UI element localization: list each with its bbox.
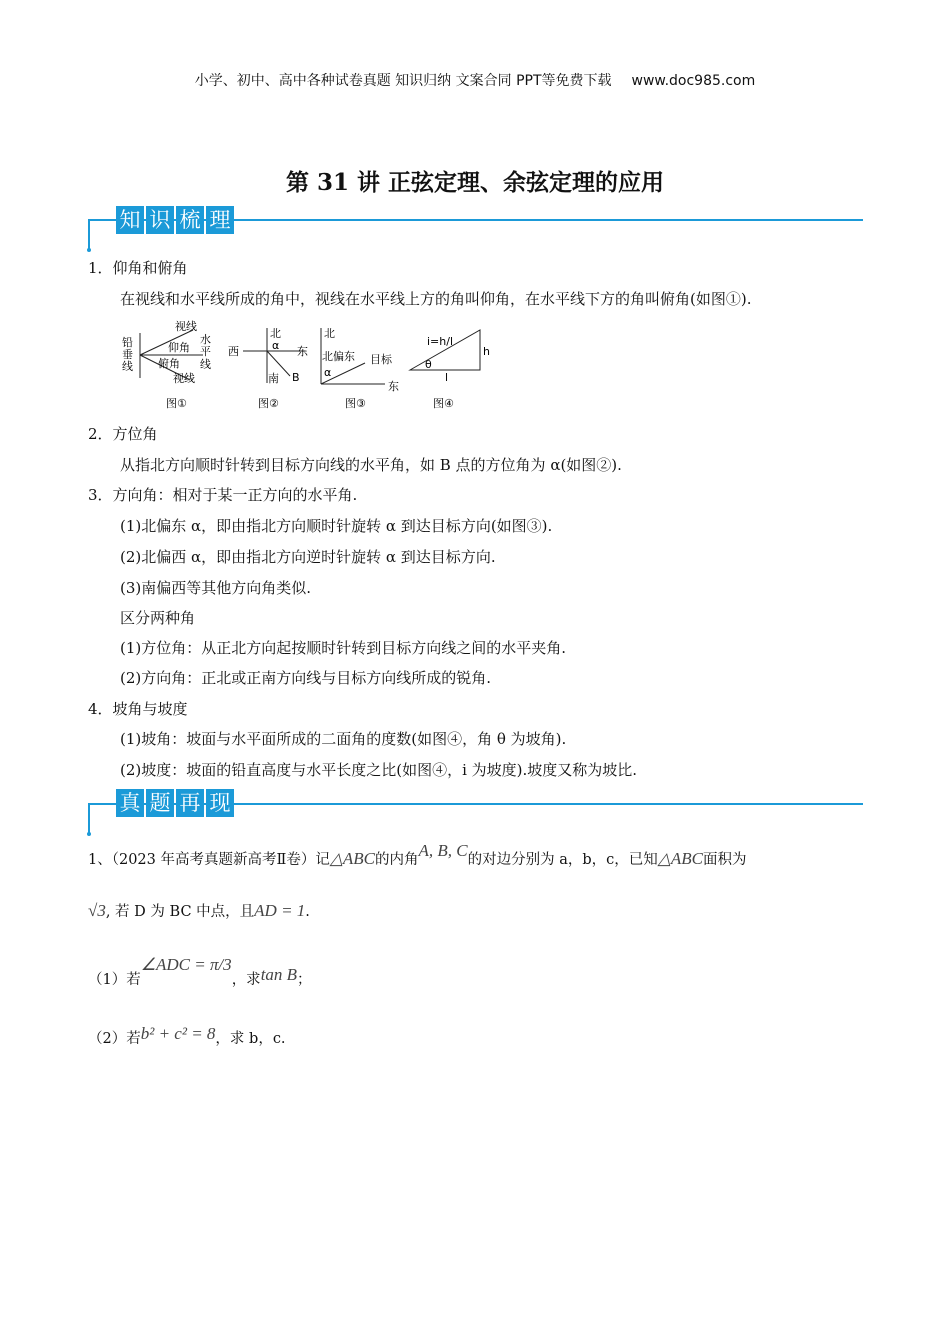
banner-char: 题 <box>146 789 174 817</box>
fig-label: 目标 <box>370 353 392 366</box>
figure-2 <box>225 318 315 417</box>
fig-label: 垂 <box>122 348 133 361</box>
fig-label: 东 <box>297 345 308 358</box>
math: △ABC <box>657 849 703 868</box>
fig-label: 线 <box>122 360 133 373</box>
figure-1 <box>118 318 218 417</box>
fig-label: i=h/l <box>427 335 454 348</box>
section-dot <box>87 248 91 252</box>
math: ∠ADC = π/3 <box>140 955 232 974</box>
page-title: 第 31 讲 正弦定理、余弦定理的应用 <box>285 169 665 196</box>
text: ，求 <box>231 972 261 988</box>
fig-label: 北 <box>324 327 335 340</box>
fig-label: 平 <box>200 345 211 358</box>
paragraph: (3)南偏西等其他方向角类似. <box>120 579 312 597</box>
paragraph: (1)北偏东 α，即由指北方向顺时针旋转 α 到达目标方向(如图③). <box>120 517 553 535</box>
paragraph: 从指北方向顺时针转到目标方向线的水平角，如 B 点的方位角为 α(如图②). <box>120 456 622 474</box>
text: 1、（2023 年高考真题新高考Ⅱ卷）记 <box>88 852 330 868</box>
fig-label: 视线 <box>175 320 197 333</box>
banner-char: 再 <box>176 789 204 817</box>
banner-char: 识 <box>146 206 174 234</box>
figure-4 <box>405 318 495 417</box>
section-banner-exam <box>116 789 234 817</box>
paragraph: (1)方位角：从正北方向起按顺时针转到目标方向线之间的水平夹角. <box>120 639 567 657</box>
text: . <box>305 904 310 920</box>
math: √3 <box>88 901 106 920</box>
fig-caption: 图④ <box>433 397 454 410</box>
paragraph: 在视线和水平线所成的角中，视线在水平线上方的角叫仰角，在水平线下方的角叫俯角(如图①). <box>120 290 752 308</box>
fig-caption: 图① <box>166 397 187 410</box>
problem-part-1 <box>88 955 312 989</box>
math: tan B <box>260 965 298 984</box>
text: （2）若 <box>88 1031 141 1047</box>
problem-line-2 <box>88 900 310 921</box>
header-site: www.doc985.com <box>631 73 756 89</box>
banner-char: 现 <box>206 789 234 817</box>
problem-line-1 <box>88 841 747 869</box>
text: （1）若 <box>88 972 141 988</box>
fig-caption: 图③ <box>345 397 366 410</box>
paragraph: (2)坡度：坡面的铅直高度与水平长度之比(如图④，i 为坡度).坡度又称为坡比. <box>120 761 638 779</box>
fig-caption: 图② <box>258 397 279 410</box>
paragraph: (2)北偏西 α，即由指北方向逆时针旋转 α 到达目标方向. <box>120 548 496 566</box>
fig-label: 北 <box>270 327 281 340</box>
fig-label: h <box>483 345 490 358</box>
problem-part-2 <box>88 1024 286 1048</box>
direction-angle-diagram <box>315 318 410 413</box>
paragraph: (1)坡角：坡面与水平面所成的二面角的度数(如图④，角 θ 为坡角). <box>120 730 567 748</box>
banner-char: 真 <box>116 789 144 817</box>
header-text: 小学、初中、高中各种试卷真题 知识归纳 文案合同 PPT等免费下载 <box>194 73 612 89</box>
fig-label: θ <box>425 358 432 371</box>
banner-char: 知 <box>116 206 144 234</box>
fig-label: 水 <box>200 333 211 346</box>
math: AD = 1 <box>254 901 306 920</box>
fig-label: 西 <box>228 345 239 358</box>
bearing-diagram <box>225 318 315 413</box>
fig-label: 视线 <box>173 372 195 385</box>
paragraph: (2)方向角：正北或正南方向线与目标方向线所成的锐角. <box>120 669 492 687</box>
section-banner-knowledge <box>116 206 234 234</box>
section-line-vertical <box>88 803 90 833</box>
figure-3 <box>315 318 410 417</box>
text: ； <box>297 972 312 988</box>
math: △ABC <box>329 849 376 868</box>
fig-label: α <box>324 366 332 379</box>
math: b² + c² = 8 <box>140 1024 216 1043</box>
paragraph: 区分两种角 <box>120 609 196 627</box>
fig-label: α <box>272 339 280 352</box>
section-line-vertical <box>88 219 90 249</box>
heading-2: 2．方位角 <box>88 425 158 443</box>
fig-label: 东 <box>388 380 399 393</box>
slope-diagram <box>405 318 495 413</box>
page-header <box>0 70 950 90</box>
banner-char: 理 <box>206 206 234 234</box>
fig-label: 铅 <box>122 336 133 349</box>
banner-char: 梳 <box>176 206 204 234</box>
fig-label: 仰角 <box>168 341 190 354</box>
heading-4: 4．坡角与坡度 <box>88 700 188 718</box>
text: 面积为 <box>702 852 747 868</box>
math: A, B, C <box>418 841 468 860</box>
text: 的对边分别为 a，b，c，已知 <box>467 852 658 868</box>
fig-label: 俯角 <box>158 357 180 370</box>
heading-1: 1．仰角和俯角 <box>88 259 188 277</box>
text: 的内角 <box>375 852 419 868</box>
fig-label: 南 <box>268 372 279 385</box>
fig-label: 北偏东 <box>322 350 355 363</box>
fig-label: l <box>445 371 449 384</box>
heading-3: 3．方向角：相对于某一正方向的水平角. <box>88 486 358 504</box>
text: ，求 b，c. <box>215 1031 286 1047</box>
elevation-diagram <box>118 318 218 413</box>
section-dot <box>87 832 91 836</box>
fig-label: B <box>292 371 300 384</box>
fig-label: 线 <box>200 358 211 371</box>
text: , 若 D 为 BC 中点，且 <box>105 904 255 920</box>
